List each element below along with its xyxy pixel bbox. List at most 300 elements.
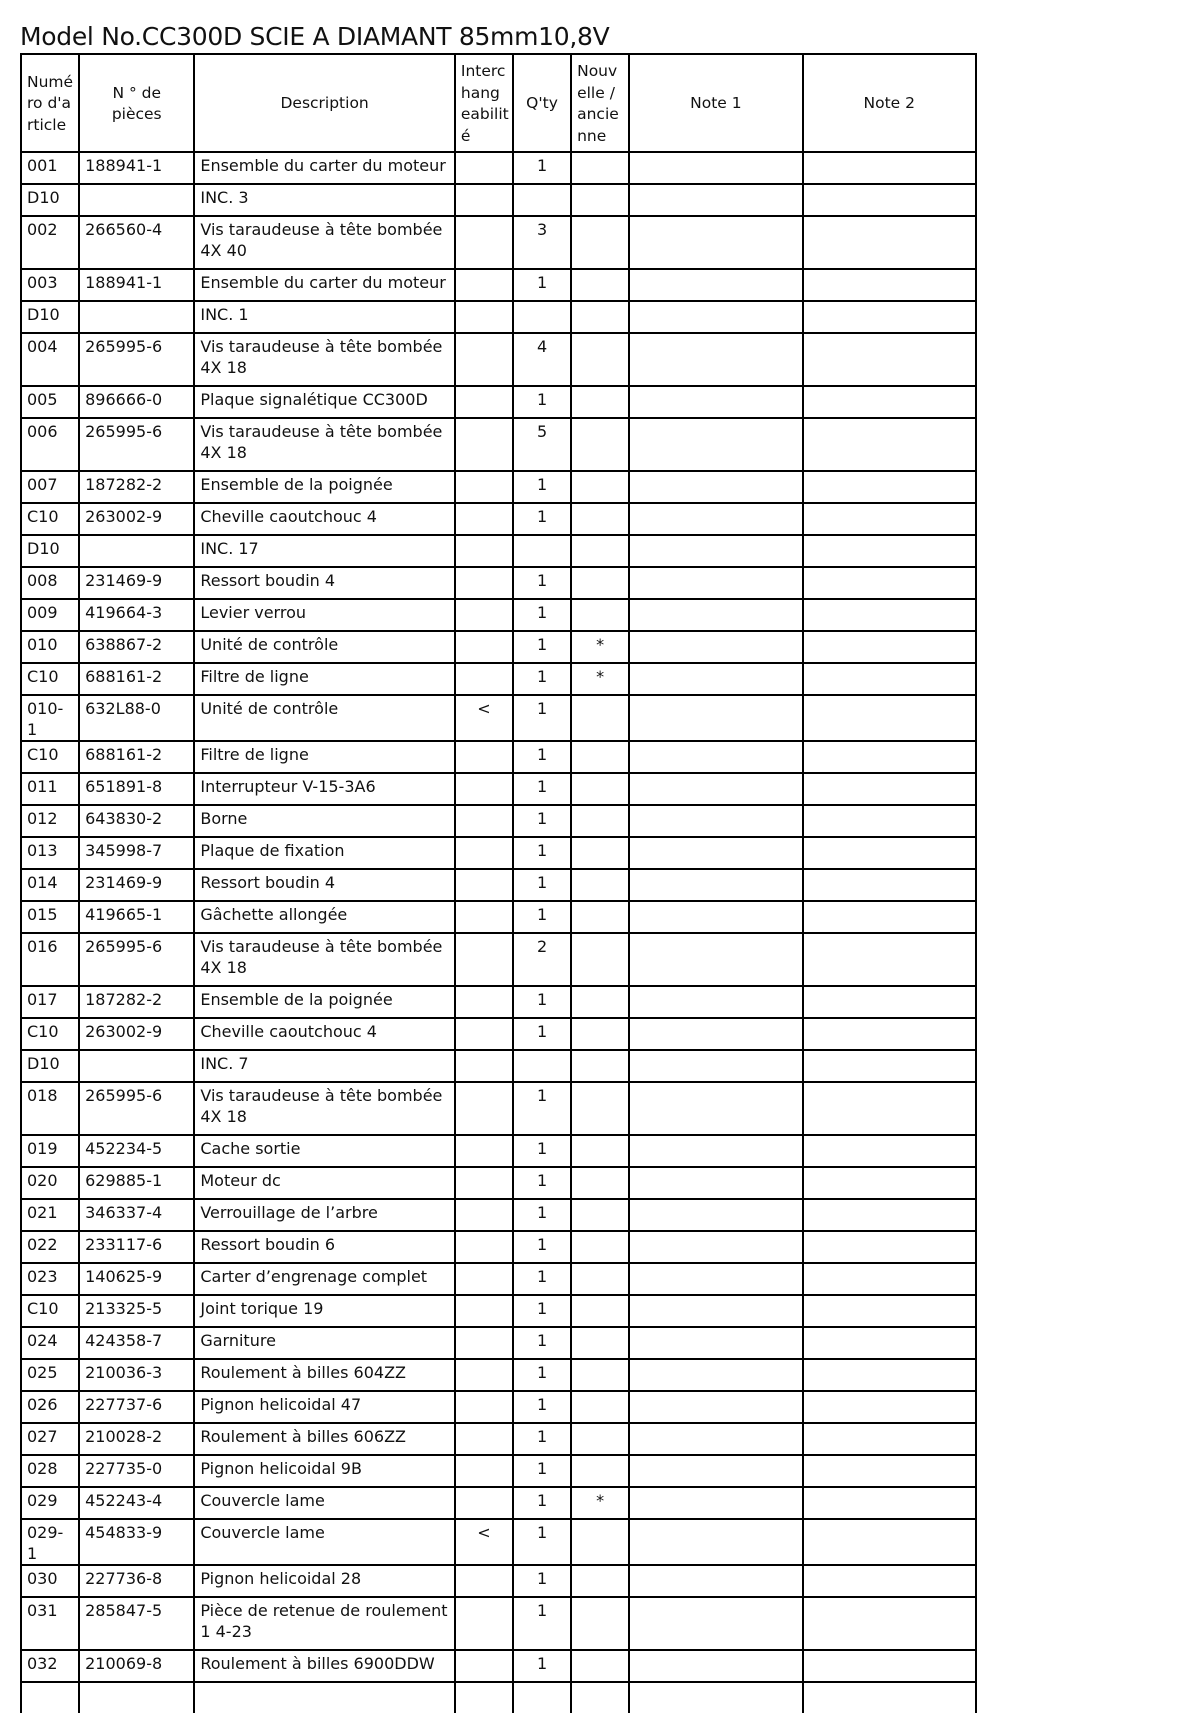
cell-item-no: 017	[21, 986, 79, 1018]
cell-note2	[803, 333, 976, 386]
cell-note2	[803, 1263, 976, 1295]
cell-interchangeability	[455, 333, 513, 386]
table-row	[21, 1018, 976, 1050]
cell-part-no: 452234-5	[79, 1135, 194, 1167]
cell-empty	[194, 1682, 455, 1713]
cell-description: Unité de contrôle	[194, 631, 455, 663]
cell-empty	[629, 1682, 802, 1713]
cell-note1	[629, 386, 802, 418]
cell-description: Verrouillage de l’arbre	[194, 1199, 455, 1231]
cell-description: Levier verrou	[194, 599, 455, 631]
cell-new-old	[571, 503, 629, 535]
table-row	[21, 1050, 976, 1082]
cell-note1	[629, 1487, 802, 1519]
cell-item-no: 010	[21, 631, 79, 663]
cell-note1	[629, 301, 802, 333]
cell-part-no: 263002-9	[79, 503, 194, 535]
cell-new-old	[571, 1391, 629, 1423]
cell-new-old	[571, 152, 629, 184]
cell-description: Carter d’engrenage complet	[194, 1263, 455, 1295]
cell-empty	[571, 1682, 629, 1713]
cell-item-no: 002	[21, 216, 79, 269]
cell-new-old	[571, 535, 629, 567]
cell-new-old	[571, 1263, 629, 1295]
cell-note1	[629, 1050, 802, 1082]
cell-part-no	[79, 535, 194, 567]
cell-qty: 3	[513, 216, 571, 269]
cell-note1	[629, 1597, 802, 1650]
cell-description: Plaque signalétique CC300D	[194, 386, 455, 418]
table-row	[21, 1167, 976, 1199]
cell-interchangeability: <	[455, 695, 513, 741]
cell-item-no: 012	[21, 805, 79, 837]
cell-item-no: 015	[21, 901, 79, 933]
cell-qty: 1	[513, 773, 571, 805]
cell-part-no	[79, 301, 194, 333]
cell-new-old	[571, 386, 629, 418]
cell-interchangeability	[455, 1199, 513, 1231]
header-interchangeability: Interc hang eabilit é	[455, 54, 513, 152]
cell-note2	[803, 741, 976, 773]
table-row	[21, 1295, 976, 1327]
cell-new-old	[571, 1519, 629, 1565]
cell-note2	[803, 1565, 976, 1597]
cell-note1	[629, 773, 802, 805]
cell-qty: 1	[513, 1650, 571, 1682]
cell-note1	[629, 1565, 802, 1597]
cell-description: Vis taraudeuse à tête bombée 4X 18	[194, 333, 455, 386]
cell-item-no: 008	[21, 567, 79, 599]
cell-item-no: C10	[21, 663, 79, 695]
cell-description: Pièce de retenue de roulement 1 4-23	[194, 1597, 455, 1650]
cell-qty: 1	[513, 269, 571, 301]
cell-new-old	[571, 567, 629, 599]
cell-part-no: 454833-9	[79, 1519, 194, 1565]
cell-item-no: 013	[21, 837, 79, 869]
cell-interchangeability	[455, 869, 513, 901]
cell-part-no: 210069-8	[79, 1650, 194, 1682]
cell-interchangeability	[455, 1295, 513, 1327]
cell-item-no: D10	[21, 184, 79, 216]
cell-note1	[629, 933, 802, 986]
cell-qty: 1	[513, 1135, 571, 1167]
cell-note1	[629, 1455, 802, 1487]
cell-item-no: 027	[21, 1423, 79, 1455]
cell-interchangeability	[455, 216, 513, 269]
cell-part-no: 651891-8	[79, 773, 194, 805]
cell-qty: 1	[513, 599, 571, 631]
cell-description: Ensemble du carter du moteur	[194, 152, 455, 184]
cell-qty: 1	[513, 1391, 571, 1423]
cell-note2	[803, 269, 976, 301]
header-note1: Note 1	[629, 54, 802, 152]
cell-new-old	[571, 418, 629, 471]
cell-interchangeability	[455, 837, 513, 869]
cell-note1	[629, 663, 802, 695]
table-row	[21, 933, 976, 986]
cell-item-no: 022	[21, 1231, 79, 1263]
cell-qty: 1	[513, 1423, 571, 1455]
cell-note1	[629, 1519, 802, 1565]
cell-interchangeability	[455, 805, 513, 837]
cell-new-old	[571, 1327, 629, 1359]
cell-item-no: 001	[21, 152, 79, 184]
table-row	[21, 535, 976, 567]
cell-description: Gâchette allongée	[194, 901, 455, 933]
cell-interchangeability	[455, 1167, 513, 1199]
parts-table	[20, 53, 977, 1713]
table-row	[21, 184, 976, 216]
cell-description: Garniture	[194, 1327, 455, 1359]
cell-part-no: 896666-0	[79, 386, 194, 418]
cell-interchangeability	[455, 986, 513, 1018]
cell-item-no: 007	[21, 471, 79, 503]
cell-note1	[629, 599, 802, 631]
cell-interchangeability	[455, 631, 513, 663]
cell-note2	[803, 471, 976, 503]
cell-interchangeability	[455, 1359, 513, 1391]
table-row	[21, 471, 976, 503]
cell-qty	[513, 184, 571, 216]
cell-item-no: 023	[21, 1263, 79, 1295]
cell-interchangeability	[455, 535, 513, 567]
cell-part-no: 346337-4	[79, 1199, 194, 1231]
cell-note1	[629, 1295, 802, 1327]
cell-note2	[803, 1423, 976, 1455]
cell-note2	[803, 1295, 976, 1327]
cell-part-no: 263002-9	[79, 1018, 194, 1050]
cell-note1	[629, 1199, 802, 1231]
cell-note1	[629, 471, 802, 503]
cell-note2	[803, 1199, 976, 1231]
cell-qty: 1	[513, 1519, 571, 1565]
cell-item-no: C10	[21, 503, 79, 535]
cell-description: Moteur dc	[194, 1167, 455, 1199]
table-row	[21, 333, 976, 386]
cell-note2	[803, 1050, 976, 1082]
cell-qty	[513, 1050, 571, 1082]
table-row	[21, 1327, 976, 1359]
cell-new-old	[571, 216, 629, 269]
cell-item-no: D10	[21, 301, 79, 333]
cell-description: Pignon helicoidal 9B	[194, 1455, 455, 1487]
cell-new-old	[571, 1423, 629, 1455]
cell-item-no: 025	[21, 1359, 79, 1391]
cell-item-no: 032	[21, 1650, 79, 1682]
cell-interchangeability	[455, 471, 513, 503]
cell-item-no: 009	[21, 599, 79, 631]
cell-description: Interrupteur V-15-3A6	[194, 773, 455, 805]
cell-new-old	[571, 1650, 629, 1682]
cell-new-old	[571, 1455, 629, 1487]
table-row	[21, 1359, 976, 1391]
table-row	[21, 1423, 976, 1455]
cell-interchangeability	[455, 418, 513, 471]
cell-description: INC. 3	[194, 184, 455, 216]
cell-note1	[629, 901, 802, 933]
cell-description: Roulement à billes 606ZZ	[194, 1423, 455, 1455]
cell-qty: 1	[513, 1359, 571, 1391]
cell-new-old	[571, 1018, 629, 1050]
cell-new-old	[571, 986, 629, 1018]
cell-description: Cache sortie	[194, 1135, 455, 1167]
cell-new-old	[571, 269, 629, 301]
cell-description: Couvercle lame	[194, 1487, 455, 1519]
cell-interchangeability	[455, 1597, 513, 1650]
cell-item-no: 029-1	[21, 1519, 79, 1565]
cell-qty: 1	[513, 1455, 571, 1487]
cell-new-old	[571, 1597, 629, 1650]
cell-item-no: 004	[21, 333, 79, 386]
cell-item-no: 021	[21, 1199, 79, 1231]
cell-interchangeability	[455, 1391, 513, 1423]
table-row	[21, 741, 976, 773]
cell-new-old	[571, 933, 629, 986]
cell-note2	[803, 184, 976, 216]
cell-part-no: 688161-2	[79, 663, 194, 695]
cell-item-no: 010-1	[21, 695, 79, 741]
cell-part-no: 632L88-0	[79, 695, 194, 741]
document-title: Model No.CC300D SCIE A DIAMANT 85mm10,8V	[20, 22, 610, 51]
cell-empty	[21, 1682, 79, 1713]
cell-item-no: C10	[21, 1295, 79, 1327]
cell-part-no: 419665-1	[79, 901, 194, 933]
cell-note1	[629, 535, 802, 567]
header-qty: Q'ty	[513, 54, 571, 152]
cell-interchangeability	[455, 1455, 513, 1487]
cell-interchangeability	[455, 301, 513, 333]
cell-qty: 1	[513, 386, 571, 418]
cell-qty: 1	[513, 1199, 571, 1231]
cell-new-old	[571, 869, 629, 901]
table-row	[21, 1597, 976, 1650]
cell-part-no: 424358-7	[79, 1327, 194, 1359]
cell-part-no	[79, 1050, 194, 1082]
cell-description: Vis taraudeuse à tête bombée 4X 18	[194, 418, 455, 471]
cell-description: Filtre de ligne	[194, 663, 455, 695]
cell-qty: 1	[513, 837, 571, 869]
cell-item-no: 020	[21, 1167, 79, 1199]
cell-qty: 1	[513, 1082, 571, 1135]
cell-item-no: 011	[21, 773, 79, 805]
cell-note1	[629, 333, 802, 386]
cell-item-no: C10	[21, 741, 79, 773]
cell-note2	[803, 1359, 976, 1391]
cell-note1	[629, 805, 802, 837]
cell-interchangeability	[455, 1650, 513, 1682]
cell-part-no: 688161-2	[79, 741, 194, 773]
table-row	[21, 986, 976, 1018]
cell-qty: 1	[513, 1231, 571, 1263]
cell-description: Joint torique 19	[194, 1295, 455, 1327]
table-row	[21, 1519, 976, 1565]
cell-interchangeability	[455, 1050, 513, 1082]
cell-interchangeability	[455, 663, 513, 695]
cell-description: Ressort boudin 4	[194, 567, 455, 599]
table-row	[21, 631, 976, 663]
cell-description: Borne	[194, 805, 455, 837]
cell-part-no: 265995-6	[79, 418, 194, 471]
cell-part-no: 188941-1	[79, 269, 194, 301]
cell-item-no: D10	[21, 1050, 79, 1082]
cell-qty: 1	[513, 805, 571, 837]
cell-item-no: 014	[21, 869, 79, 901]
cell-note1	[629, 418, 802, 471]
cell-item-no: 031	[21, 1597, 79, 1650]
cell-part-no: 231469-9	[79, 567, 194, 599]
cell-description: Vis taraudeuse à tête bombée 4X 18	[194, 1082, 455, 1135]
cell-empty	[455, 1682, 513, 1713]
cell-part-no: 140625-9	[79, 1263, 194, 1295]
cell-note2	[803, 773, 976, 805]
cell-note1	[629, 1327, 802, 1359]
cell-part-no: 227736-8	[79, 1565, 194, 1597]
cell-note1	[629, 1391, 802, 1423]
cell-new-old	[571, 1050, 629, 1082]
cell-new-old	[571, 471, 629, 503]
cell-interchangeability	[455, 152, 513, 184]
cell-note1	[629, 986, 802, 1018]
cell-note2	[803, 1597, 976, 1650]
cell-description: INC. 17	[194, 535, 455, 567]
cell-note2	[803, 386, 976, 418]
cell-note1	[629, 741, 802, 773]
table-row	[21, 1263, 976, 1295]
cell-note1	[629, 184, 802, 216]
cell-note2	[803, 1135, 976, 1167]
cell-description: Ensemble du carter du moteur	[194, 269, 455, 301]
cell-new-old	[571, 1565, 629, 1597]
cell-part-no: 227737-6	[79, 1391, 194, 1423]
cell-note2	[803, 1082, 976, 1135]
cell-qty	[513, 535, 571, 567]
table-row	[21, 599, 976, 631]
cell-note2	[803, 301, 976, 333]
cell-description: INC. 7	[194, 1050, 455, 1082]
cell-description: Cheville caoutchouc 4	[194, 1018, 455, 1050]
cell-part-no: 345998-7	[79, 837, 194, 869]
cell-note1	[629, 216, 802, 269]
cell-note2	[803, 1327, 976, 1359]
cell-note2	[803, 837, 976, 869]
cell-item-no: 030	[21, 1565, 79, 1597]
cell-note2	[803, 418, 976, 471]
cell-interchangeability	[455, 933, 513, 986]
cell-note1	[629, 567, 802, 599]
cell-description: Plaque de fixation	[194, 837, 455, 869]
cell-item-no: 005	[21, 386, 79, 418]
cell-new-old	[571, 599, 629, 631]
cell-interchangeability	[455, 1018, 513, 1050]
cell-new-old	[571, 1295, 629, 1327]
cell-interchangeability	[455, 1565, 513, 1597]
cell-item-no: 029	[21, 1487, 79, 1519]
cell-note2	[803, 1519, 976, 1565]
cell-interchangeability: <	[455, 1519, 513, 1565]
cell-interchangeability	[455, 269, 513, 301]
cell-qty: 1	[513, 1597, 571, 1650]
cell-interchangeability	[455, 901, 513, 933]
cell-note2	[803, 1231, 976, 1263]
cell-note2	[803, 152, 976, 184]
cell-note2	[803, 216, 976, 269]
cell-note1	[629, 695, 802, 741]
table-row	[21, 503, 976, 535]
cell-description: Ressort boudin 6	[194, 1231, 455, 1263]
cell-description: Couvercle lame	[194, 1519, 455, 1565]
cell-empty	[513, 1682, 571, 1713]
cell-note1	[629, 1650, 802, 1682]
cell-part-no: 452243-4	[79, 1487, 194, 1519]
cell-note2	[803, 869, 976, 901]
cell-note2	[803, 805, 976, 837]
cell-part-no: 266560-4	[79, 216, 194, 269]
cell-new-old	[571, 1135, 629, 1167]
cell-qty: 1	[513, 1263, 571, 1295]
cell-item-no: 016	[21, 933, 79, 986]
cell-note2	[803, 631, 976, 663]
cell-new-old	[571, 695, 629, 741]
cell-new-old	[571, 901, 629, 933]
cell-note2	[803, 535, 976, 567]
cell-description: Ensemble de la poignée	[194, 471, 455, 503]
cell-note2	[803, 1391, 976, 1423]
cell-interchangeability	[455, 1263, 513, 1295]
cell-note2	[803, 986, 976, 1018]
table-row	[21, 805, 976, 837]
table-row	[21, 1455, 976, 1487]
cell-qty: 1	[513, 869, 571, 901]
cell-note1	[629, 503, 802, 535]
table-row	[21, 301, 976, 333]
cell-qty	[513, 301, 571, 333]
cell-new-old: *	[571, 663, 629, 695]
cell-new-old	[571, 1167, 629, 1199]
cell-note2	[803, 695, 976, 741]
cell-new-old: *	[571, 631, 629, 663]
cell-item-no: 006	[21, 418, 79, 471]
table-row	[21, 216, 976, 269]
cell-item-no: 028	[21, 1455, 79, 1487]
cell-note2	[803, 1455, 976, 1487]
cell-qty: 1	[513, 1327, 571, 1359]
cell-item-no: 026	[21, 1391, 79, 1423]
cell-note2	[803, 1018, 976, 1050]
cell-qty: 1	[513, 503, 571, 535]
cell-description: Ressort boudin 4	[194, 869, 455, 901]
cell-qty: 2	[513, 933, 571, 986]
cell-description: INC. 1	[194, 301, 455, 333]
cell-part-no: 285847-5	[79, 1597, 194, 1650]
cell-qty: 1	[513, 986, 571, 1018]
header-item-no: Numé ro d'a rticle	[21, 54, 79, 152]
cell-new-old	[571, 805, 629, 837]
cell-note2	[803, 1487, 976, 1519]
cell-qty: 1	[513, 1295, 571, 1327]
table-row	[21, 1082, 976, 1135]
cell-part-no	[79, 184, 194, 216]
cell-description: Filtre de ligne	[194, 741, 455, 773]
cell-interchangeability	[455, 386, 513, 418]
cell-part-no: 210028-2	[79, 1423, 194, 1455]
cell-note2	[803, 933, 976, 986]
cell-interchangeability	[455, 567, 513, 599]
cell-empty	[79, 1682, 194, 1713]
cell-qty: 1	[513, 1565, 571, 1597]
table-row	[21, 695, 976, 741]
cell-note1	[629, 1231, 802, 1263]
cell-item-no: 024	[21, 1327, 79, 1359]
